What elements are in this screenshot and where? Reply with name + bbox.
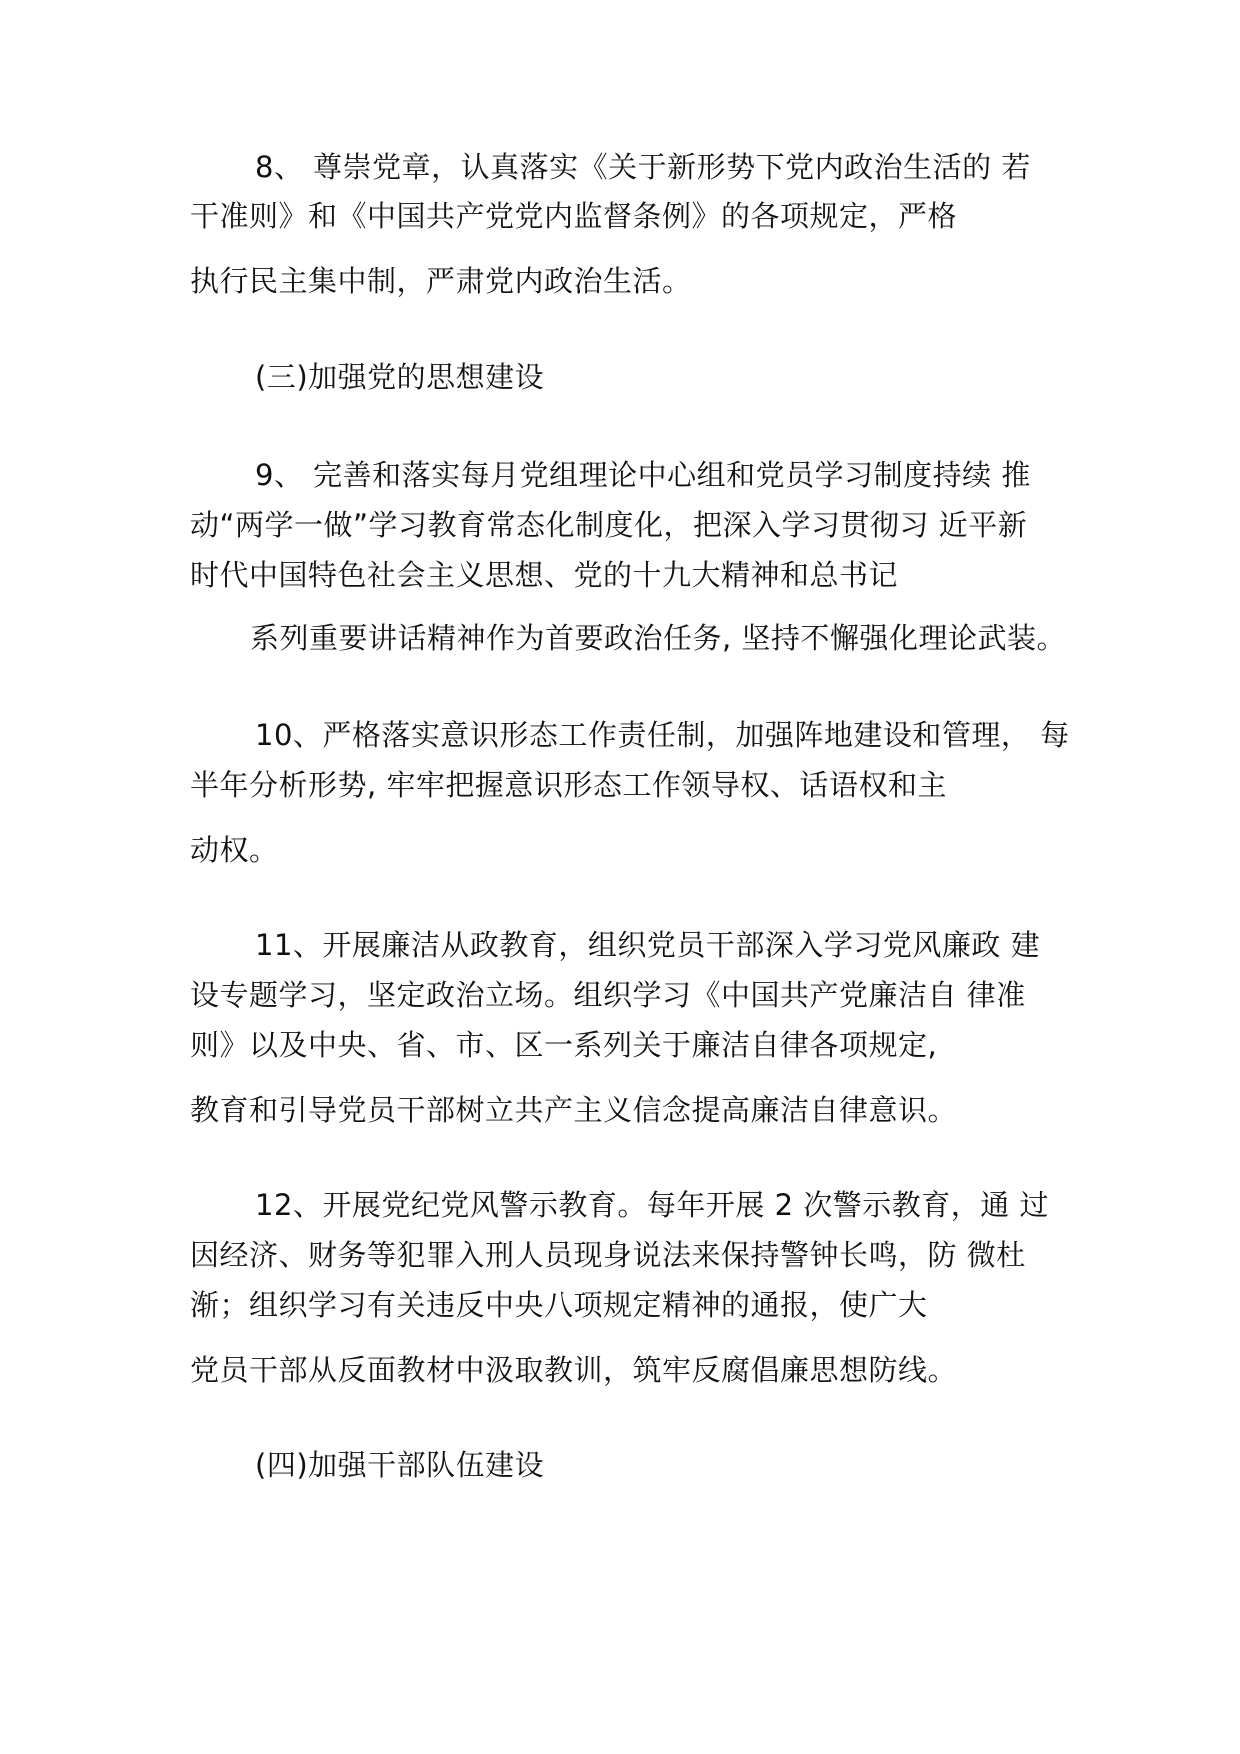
section-3-heading: (三)加强党的思想建设 [255, 360, 545, 394]
item-12-line-2: 因经济、财务等犯罪入刑人员现身说法来保持警钟长鸣，防 微杜 [190, 1238, 1026, 1272]
item-9-line-2: 动“两学一做”学习教育常态化制度化，把深入学习贯彻习 近平新 [190, 508, 1028, 542]
item-11-line-4: 教育和引导党员干部树立共产主义信念提高廉洁自律意识。 [190, 1093, 958, 1127]
item-9-line-1: 9、 完善和落实每月党组理论中心组和党员学习制度持续 推 [255, 458, 1031, 492]
item-8-line-3: 执行民主集中制，严肃党内政治生活。 [190, 264, 692, 298]
item-8-line-1: 8、 尊崇党章，认真落实《关于新形势下党内政治生活的 若 [255, 150, 1031, 184]
item-11-line-3: 则》以及中央、省、市、区一系列关于廉洁自律各项规定, [190, 1028, 938, 1062]
item-10-line-3: 动权。 [190, 833, 279, 867]
item-11-line-1: 11、开展廉洁从政教育，组织党员干部深入学习党风廉政 建 [255, 928, 1041, 962]
item-10-line-1: 10、严格落实意识形态工作责任制，加强阵地建设和管理， 每 [255, 718, 1070, 752]
section-4-heading: (四)加强干部队伍建设 [255, 1448, 545, 1482]
item-10-line-2: 半年分析形势, 牢牢把握意识形态工作领导权、话语权和主 [190, 768, 947, 802]
item-12-line-1: 12、开展党纪党风警示教育。每年开展 2 次警示教育，通 过 [255, 1188, 1050, 1222]
item-12-line-4: 党员干部从反面教材中汲取教训，筑牢反腐倡廉思想防线。 [190, 1353, 958, 1387]
item-9-line-3: 时代中国特色社会主义思想、党的十九大精神和总书记 [190, 558, 899, 592]
item-8-line-2: 干准则》和《中国共产党党内监督条例》的各项规定，严格 [190, 199, 958, 233]
item-11-line-2: 设专题学习，坚定政治立场。组织学习《中国共产党廉洁自 律准 [190, 978, 1026, 1012]
item-9-line-4: 系列重要讲话精神作为首要政治任务, 坚持不懈强化理论武装。 [250, 621, 1066, 655]
item-12-line-3: 渐；组织学习有关违反中央八项规定精神的通报，使广大 [190, 1288, 928, 1322]
